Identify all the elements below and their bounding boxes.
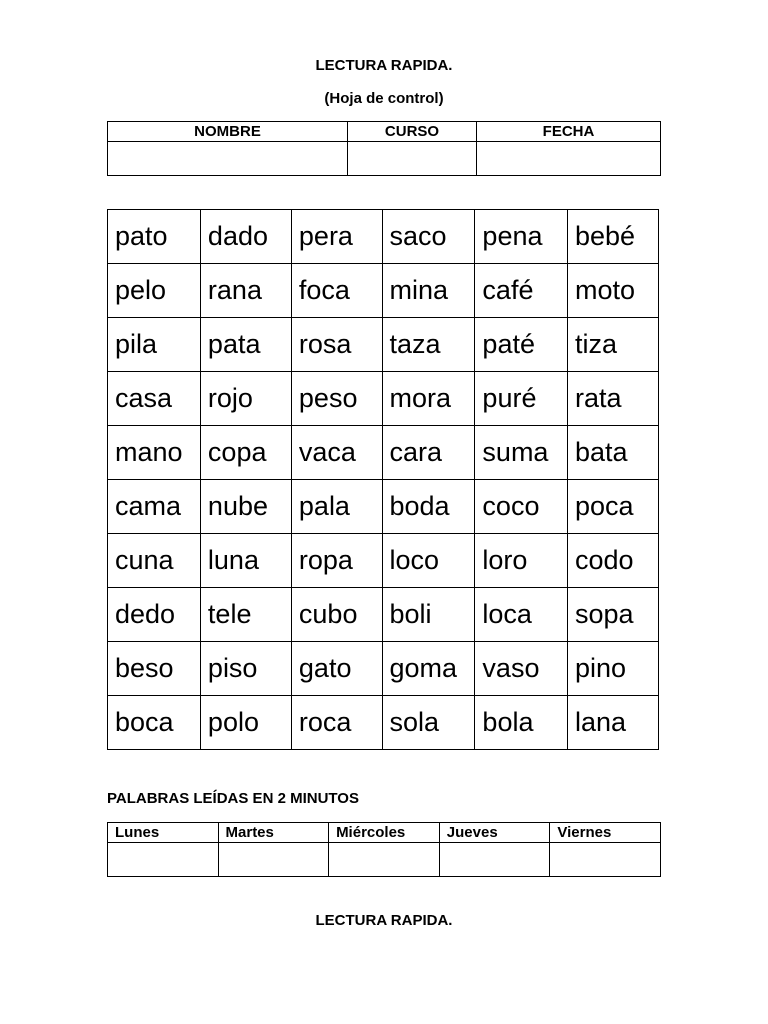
miercoles-field[interactable] xyxy=(329,843,440,877)
word-cell: sola xyxy=(382,696,475,750)
word-cell: rana xyxy=(200,264,291,318)
word-cell: rosa xyxy=(291,318,382,372)
word-cell: peso xyxy=(291,372,382,426)
word-row xyxy=(108,210,659,264)
word-cell: paté xyxy=(475,318,568,372)
word-cell: loro xyxy=(475,534,568,588)
word-cell: rata xyxy=(567,372,658,426)
word-cell: bebé xyxy=(567,210,658,264)
word-cell: goma xyxy=(382,642,475,696)
word-cell: bata xyxy=(567,426,658,480)
word-cell: foca xyxy=(291,264,382,318)
word-row xyxy=(108,642,659,696)
word-row xyxy=(108,372,659,426)
word-cell: boli xyxy=(382,588,475,642)
day-header-viernes: Viernes xyxy=(550,823,661,843)
day-header-miercoles: Miércoles xyxy=(329,823,440,843)
word-cell: boca xyxy=(108,696,201,750)
student-info-table xyxy=(107,121,661,176)
word-cell: pata xyxy=(200,318,291,372)
page-title: LECTURA RAPIDA. xyxy=(315,57,453,74)
martes-field[interactable] xyxy=(218,843,329,877)
lunes-field[interactable] xyxy=(108,843,219,877)
word-cell: puré xyxy=(475,372,568,426)
word-row xyxy=(108,318,659,372)
word-cell: cuna xyxy=(108,534,201,588)
reading-log-table xyxy=(107,822,661,877)
word-grid xyxy=(107,209,659,750)
word-cell: tiza xyxy=(567,318,658,372)
word-cell: codo xyxy=(567,534,658,588)
word-cell: nube xyxy=(200,480,291,534)
word-cell: polo xyxy=(200,696,291,750)
word-cell: ropa xyxy=(291,534,382,588)
word-row xyxy=(108,480,659,534)
column-header-fecha: FECHA xyxy=(477,122,661,142)
word-cell: pelo xyxy=(108,264,201,318)
reading-log-heading: PALABRAS LEÍDAS EN 2 MINUTOS xyxy=(107,790,359,807)
word-cell: tele xyxy=(200,588,291,642)
jueves-field[interactable] xyxy=(439,843,550,877)
word-cell: piso xyxy=(200,642,291,696)
word-cell: vaso xyxy=(475,642,568,696)
word-cell: saco xyxy=(382,210,475,264)
word-cell: pala xyxy=(291,480,382,534)
word-cell: suma xyxy=(475,426,568,480)
word-cell: moto xyxy=(567,264,658,318)
word-cell: cama xyxy=(108,480,201,534)
word-cell: cara xyxy=(382,426,475,480)
day-header-martes: Martes xyxy=(218,823,329,843)
word-cell: coco xyxy=(475,480,568,534)
info-entry-row xyxy=(108,142,661,176)
word-cell: café xyxy=(475,264,568,318)
word-cell: boda xyxy=(382,480,475,534)
column-header-nombre: NOMBRE xyxy=(108,122,348,142)
curso-field[interactable] xyxy=(348,142,477,176)
word-cell: gato xyxy=(291,642,382,696)
word-row xyxy=(108,264,659,318)
word-cell: dedo xyxy=(108,588,201,642)
word-cell: rojo xyxy=(200,372,291,426)
word-cell: taza xyxy=(382,318,475,372)
word-cell: pera xyxy=(291,210,382,264)
word-cell: copa xyxy=(200,426,291,480)
word-cell: pila xyxy=(108,318,201,372)
word-cell: casa xyxy=(108,372,201,426)
word-cell: beso xyxy=(108,642,201,696)
day-header-jueves: Jueves xyxy=(439,823,550,843)
word-cell: mano xyxy=(108,426,201,480)
nombre-field[interactable] xyxy=(108,142,348,176)
word-row xyxy=(108,696,659,750)
word-cell: mora xyxy=(382,372,475,426)
days-header-row xyxy=(108,823,661,843)
info-header-row xyxy=(108,122,661,142)
word-cell: loco xyxy=(382,534,475,588)
word-cell: pato xyxy=(108,210,201,264)
word-row xyxy=(108,534,659,588)
word-cell: loca xyxy=(475,588,568,642)
word-cell: sopa xyxy=(567,588,658,642)
word-cell: lana xyxy=(567,696,658,750)
word-cell: vaca xyxy=(291,426,382,480)
days-entry-row xyxy=(108,843,661,877)
page-subtitle: (Hoja de control) xyxy=(324,90,444,107)
footer-title: LECTURA RAPIDA. xyxy=(315,912,453,929)
fecha-field[interactable] xyxy=(477,142,661,176)
day-header-lunes: Lunes xyxy=(108,823,219,843)
word-cell: bola xyxy=(475,696,568,750)
column-header-curso: CURSO xyxy=(348,122,477,142)
word-row xyxy=(108,426,659,480)
word-cell: pena xyxy=(475,210,568,264)
word-row xyxy=(108,588,659,642)
word-cell: poca xyxy=(567,480,658,534)
viernes-field[interactable] xyxy=(550,843,661,877)
word-cell: pino xyxy=(567,642,658,696)
word-cell: cubo xyxy=(291,588,382,642)
word-cell: roca xyxy=(291,696,382,750)
word-cell: luna xyxy=(200,534,291,588)
word-cell: dado xyxy=(200,210,291,264)
word-cell: mina xyxy=(382,264,475,318)
